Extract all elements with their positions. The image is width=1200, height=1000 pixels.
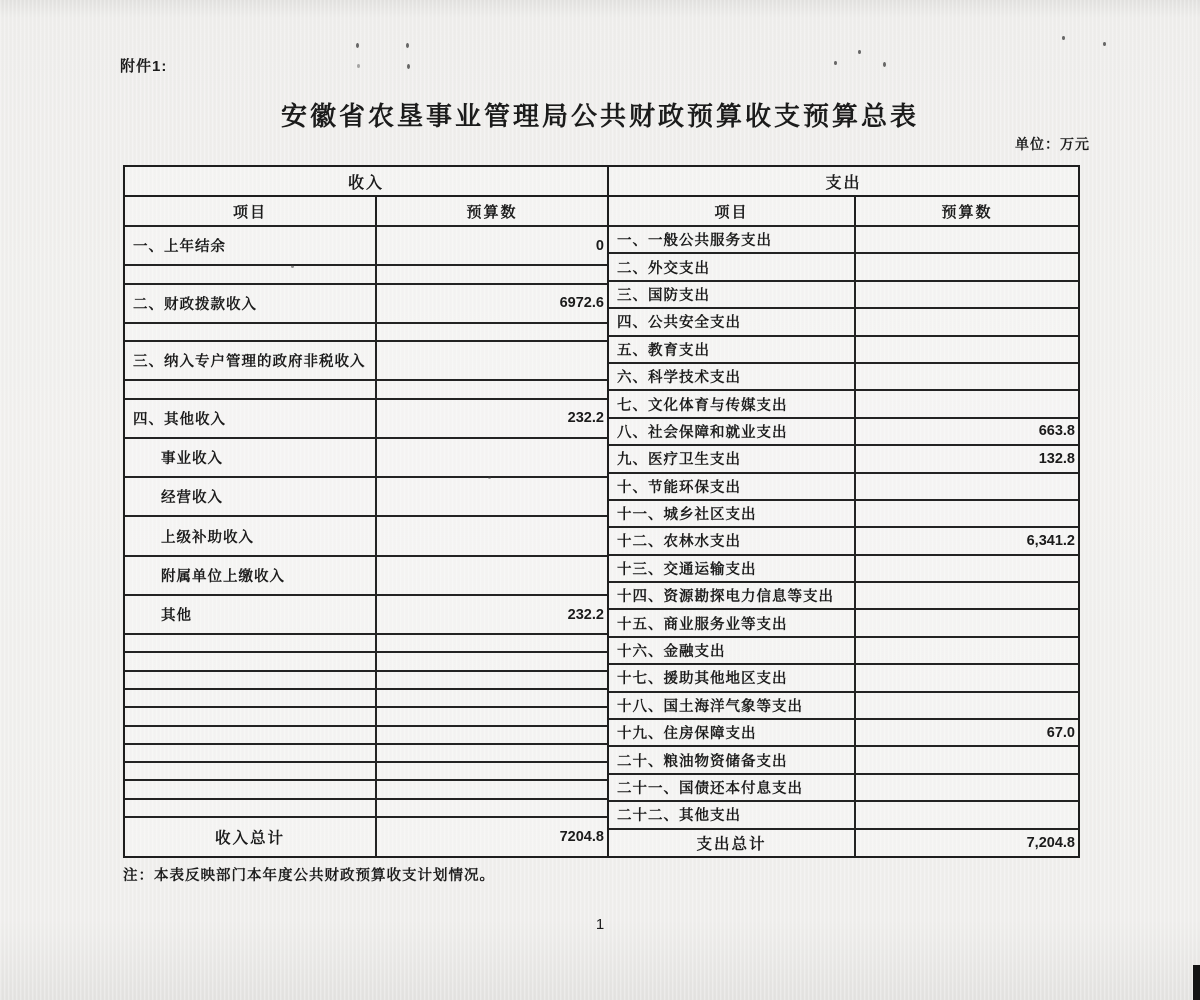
table-row — [125, 725, 607, 743]
expenditure-section — [607, 167, 1078, 856]
revenue-item-cell: 事业收入 — [161, 450, 223, 467]
table-row — [125, 225, 607, 264]
expenditure-col-item: 项目 — [714, 203, 749, 221]
expenditure-rows — [609, 225, 1078, 856]
expenditure-value-cell — [854, 775, 1078, 800]
unit-label: 单位：万元 — [1015, 136, 1090, 152]
expenditure-item-cell: 十二、农林水支出 — [616, 534, 741, 551]
revenue-value-cell — [375, 672, 607, 688]
table-row — [125, 340, 607, 379]
table-row — [125, 515, 607, 554]
scan-speck — [883, 62, 886, 67]
table-row — [609, 663, 1078, 690]
revenue-value-cell — [375, 517, 607, 554]
table-row — [125, 743, 607, 761]
revenue-value-cell — [375, 381, 607, 397]
table-row — [125, 651, 607, 669]
page-title: 安徽省农垦事业管理局公共财政预算收支预算总表 — [280, 101, 919, 131]
expenditure-value-cell — [854, 391, 1078, 416]
expenditure-item-cell: 十、节能环保支出 — [616, 479, 741, 496]
expenditure-item-cell: 四、公共安全支出 — [616, 315, 741, 332]
revenue-rows — [125, 225, 607, 856]
revenue-item-cell: 附属单位上缴收入 — [161, 568, 285, 585]
page-number: 1 — [595, 916, 605, 933]
expenditure-col-budget: 预算数 — [854, 197, 1078, 225]
scan-speck — [357, 64, 360, 68]
revenue-item-cell — [125, 708, 375, 724]
expenditure-value-cell — [854, 282, 1078, 307]
revenue-value-cell — [375, 781, 607, 797]
table-row — [125, 555, 607, 594]
revenue-value-cell: 6972.6 — [375, 285, 607, 322]
scan-speck — [291, 265, 294, 268]
table-row — [609, 718, 1078, 745]
scan-speck — [406, 43, 409, 48]
table-row — [609, 773, 1078, 800]
scan-speck — [488, 476, 491, 479]
table-row — [125, 706, 607, 724]
revenue-item-cell: 二、财政拨款收入 — [133, 296, 257, 313]
table-row — [609, 444, 1078, 471]
revenue-item-cell: 其他 — [161, 608, 192, 625]
expenditure-value-cell — [854, 501, 1078, 526]
expenditure-value-cell — [854, 309, 1078, 334]
table-row — [609, 800, 1078, 827]
table-row — [609, 691, 1078, 718]
expenditure-value-cell — [854, 583, 1078, 608]
revenue-value-cell — [375, 439, 607, 476]
expenditure-value-cell — [854, 693, 1078, 718]
expenditure-item-cell: 十九、住房保障支出 — [616, 726, 757, 743]
expenditure-value-cell: 67.0 — [854, 720, 1078, 745]
revenue-value-cell — [375, 690, 607, 706]
table-row — [125, 476, 607, 515]
revenue-item-cell — [125, 727, 375, 743]
expenditure-item-cell: 十八、国土海洋气象等支出 — [616, 698, 803, 715]
revenue-total-label: 收入总计 — [214, 829, 285, 847]
revenue-value-cell — [375, 727, 607, 743]
scan-speck — [1062, 36, 1065, 40]
expenditure-value-cell: 132.8 — [854, 446, 1078, 471]
revenue-value-cell — [375, 324, 607, 340]
expenditure-item-cell: 六、科学技术支出 — [616, 370, 741, 387]
table-row — [125, 322, 607, 340]
table-row — [125, 798, 607, 816]
expenditure-value-cell — [854, 638, 1078, 663]
expenditure-value-cell — [854, 337, 1078, 362]
expenditure-item-cell: 九、医疗卫生支出 — [616, 452, 741, 469]
table-row — [125, 761, 607, 779]
scan-speck — [407, 64, 410, 69]
revenue-item-cell — [125, 763, 375, 779]
revenue-item-cell — [125, 635, 375, 651]
expenditure-item-cell: 二十一、国债还本付息支出 — [616, 781, 803, 797]
revenue-value-cell — [375, 266, 607, 282]
expenditure-item-cell: 二、外交支出 — [616, 260, 710, 277]
table-row — [609, 526, 1078, 553]
table-row — [125, 779, 607, 797]
expenditure-item-cell: 一、一般公共服务支出 — [616, 233, 772, 250]
expenditure-item-cell: 十六、金融支出 — [616, 644, 726, 661]
expenditure-item-cell: 十七、援助其他地区支出 — [616, 671, 788, 688]
scan-speck — [834, 61, 837, 65]
revenue-value-cell: 0 — [375, 227, 607, 264]
table-row — [609, 636, 1078, 663]
expenditure-item-cell: 三、国防支出 — [616, 287, 710, 304]
revenue-value-cell — [375, 708, 607, 724]
revenue-value-cell — [375, 763, 607, 779]
revenue-item-cell: 三、纳入专户管理的政府非税收入 — [133, 354, 366, 371]
table-row — [609, 362, 1078, 389]
expenditure-value-cell — [854, 474, 1078, 499]
revenue-value-cell: 232.2 — [375, 596, 607, 633]
revenue-item-cell — [125, 672, 375, 688]
expenditure-value-cell — [854, 556, 1078, 581]
scan-speck — [858, 50, 861, 54]
revenue-value-cell — [375, 653, 607, 669]
revenue-item-cell — [125, 324, 375, 340]
table-row — [125, 398, 607, 437]
expenditure-item-cell: 二十、粮油物资储备支出 — [616, 753, 788, 770]
scan-speck — [356, 43, 359, 48]
table-row — [125, 283, 607, 322]
expenditure-value-cell — [854, 610, 1078, 635]
table-row — [609, 608, 1078, 635]
expenditure-item-cell: 二十二、其他支出 — [616, 808, 741, 825]
expenditure-value-cell: 663.8 — [854, 419, 1078, 444]
expenditure-value-cell — [854, 665, 1078, 690]
expenditure-item-cell: 十一、城乡社区支出 — [616, 507, 757, 524]
revenue-column-headers — [125, 195, 607, 225]
table-row — [609, 307, 1078, 334]
revenue-item-cell — [125, 800, 375, 816]
revenue-item-cell: 四、其他收入 — [133, 411, 226, 428]
expenditure-value-cell — [854, 254, 1078, 279]
revenue-section-header: 收入 — [347, 174, 384, 192]
expenditure-item-cell: 八、社会保障和就业支出 — [616, 424, 788, 441]
table-row — [609, 417, 1078, 444]
table-row — [609, 225, 1078, 252]
revenue-value-cell — [375, 478, 607, 515]
expenditure-total-row — [609, 828, 1078, 856]
revenue-item-cell — [125, 266, 375, 282]
revenue-value-cell — [375, 635, 607, 651]
table-row — [609, 252, 1078, 279]
revenue-value-cell: 232.2 — [375, 400, 607, 437]
expenditure-item-cell: 十四、资源勘探电力信息等支出 — [616, 589, 834, 606]
expenditure-value-cell — [854, 802, 1078, 827]
table-row — [125, 633, 607, 651]
expenditure-total-label: 支出总计 — [696, 835, 767, 853]
revenue-item-cell: 经营收入 — [161, 490, 223, 507]
scan-edge-mark — [1193, 965, 1200, 1000]
expenditure-column-headers — [609, 195, 1078, 225]
table-row — [609, 745, 1078, 772]
revenue-item-cell — [125, 781, 375, 797]
revenue-item-cell — [125, 745, 375, 761]
revenue-total-value: 7204.8 — [375, 818, 607, 856]
expenditure-value-cell — [854, 227, 1078, 252]
budget-summary-table — [123, 165, 1080, 858]
revenue-value-cell — [375, 745, 607, 761]
table-row — [609, 554, 1078, 581]
revenue-value-cell — [375, 800, 607, 816]
expenditure-total-value: 7,204.8 — [854, 830, 1078, 856]
revenue-total-row — [125, 816, 607, 856]
expenditure-item-cell: 十三、交通运输支出 — [616, 561, 757, 578]
revenue-item-cell — [125, 653, 375, 669]
table-row — [609, 499, 1078, 526]
table-row — [125, 264, 607, 282]
table-row — [609, 280, 1078, 307]
revenue-item-cell — [125, 690, 375, 706]
table-row — [125, 379, 607, 397]
revenue-section — [125, 167, 607, 856]
revenue-item-cell: 一、上年结余 — [133, 239, 226, 256]
table-row — [125, 594, 607, 633]
attachment-label: 附件1: — [120, 58, 168, 75]
table-row — [609, 472, 1078, 499]
expenditure-item-cell: 十五、商业服务业等支出 — [616, 616, 788, 633]
table-row — [609, 335, 1078, 362]
table-row — [125, 437, 607, 476]
scan-speck — [1103, 42, 1106, 46]
revenue-item-cell — [125, 381, 375, 397]
revenue-value-cell — [375, 342, 607, 379]
table-row — [609, 581, 1078, 608]
footnote: 注：本表反映部门本年度公共财政预算收支计划情况。 — [123, 868, 495, 884]
table-row — [609, 389, 1078, 416]
expenditure-item-cell: 五、教育支出 — [616, 342, 710, 359]
expenditure-value-cell — [854, 747, 1078, 772]
revenue-value-cell — [375, 557, 607, 594]
expenditure-value-cell — [854, 364, 1078, 389]
expenditure-section-header: 支出 — [825, 174, 862, 192]
revenue-item-cell: 上级补助收入 — [161, 529, 254, 546]
expenditure-item-cell: 七、文化体育与传媒支出 — [616, 397, 788, 414]
revenue-col-budget: 预算数 — [375, 197, 607, 225]
table-row — [125, 688, 607, 706]
table-row — [125, 670, 607, 688]
revenue-col-item: 项目 — [232, 203, 267, 221]
expenditure-value-cell: 6,341.2 — [854, 528, 1078, 553]
